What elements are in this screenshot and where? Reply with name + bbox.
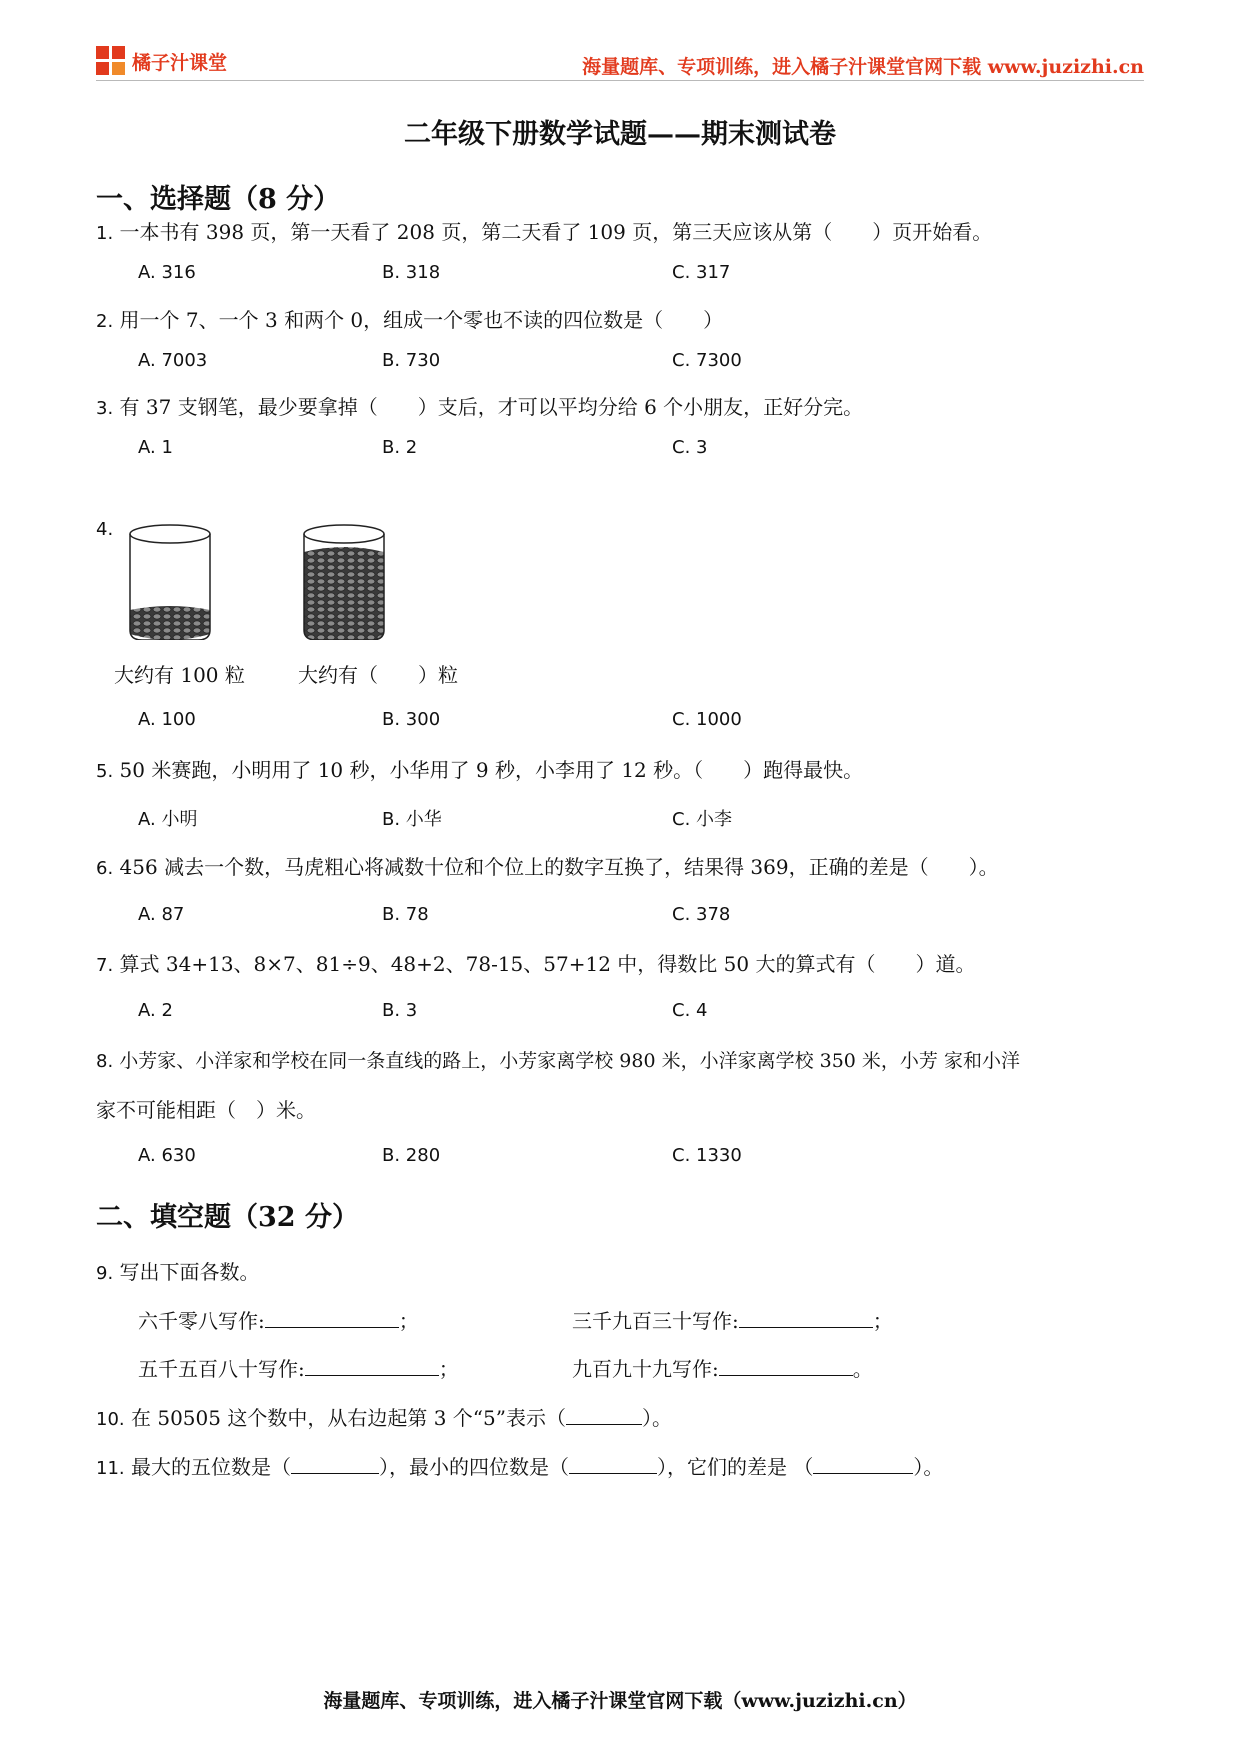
- answer-blank[interactable]: [291, 1455, 379, 1474]
- question-text: ），最小的四位数是（: [379, 1455, 569, 1479]
- question-4: [96, 516, 113, 540]
- question-5: [96, 754, 863, 783]
- question-number: 8.: [96, 1051, 114, 1072]
- question-3: [96, 391, 863, 420]
- item-end: ；: [438, 1357, 459, 1381]
- question-number: 11.: [96, 1458, 125, 1479]
- option-a: A. 2: [138, 1000, 173, 1021]
- answer-blank[interactable]: [566, 1406, 642, 1425]
- item-label: 三千九百三十写作:: [572, 1309, 739, 1333]
- option-b: B. 2: [382, 437, 418, 458]
- answer-blank[interactable]: [739, 1309, 873, 1328]
- option-c: C. 1330: [672, 1145, 742, 1166]
- question-number: 4.: [96, 519, 114, 540]
- question-6: [96, 851, 999, 880]
- question-text: 最大的五位数是（: [131, 1455, 291, 1479]
- jar1-label: 大约有 100 粒: [114, 663, 245, 687]
- question-text: 有 37 支钢笔，最少要拿掉（ ）支后，才可以平均分给 6 个小朋友，正好分完。: [119, 395, 864, 419]
- question-number: 7.: [96, 955, 114, 976]
- question-text: 用一个 7、一个 3 和两个 0，组成一个零也不读的四位数是（ ）: [119, 308, 724, 332]
- answer-blank[interactable]: [265, 1309, 399, 1328]
- q9-item-1: [138, 1305, 419, 1334]
- jar2-label: 大约有（ ）粒: [298, 663, 458, 687]
- question-text: 456 减去一个数，马虎粗心将减数十位和个位上的数字互换了，结果得 369，正确的差是（ ）。: [119, 855, 999, 879]
- option-b: B. 318: [382, 262, 441, 283]
- question-number: 3.: [96, 398, 114, 419]
- option-b: B. 小华: [382, 809, 442, 830]
- answer-blank[interactable]: [719, 1357, 853, 1376]
- jar-many-beans-image: [296, 522, 392, 640]
- question-number: 10.: [96, 1409, 125, 1430]
- item-end: 。: [852, 1357, 873, 1381]
- question-text: 小芳家、小洋家和学校在同一条直线的路上，小芳家离学校 980 米，小洋家离学校 350 米，小芳 家和小洋: [119, 1050, 1020, 1072]
- logo-text: 橘子汁课堂: [132, 51, 228, 74]
- options-8: [138, 1145, 838, 1171]
- option-b: B. 280: [382, 1145, 441, 1166]
- question-text: 一本书有 398 页，第一天看了 208 页，第二天看了 109 页，第三天应该从第（ ）页开始看。: [119, 220, 993, 244]
- question-2: [96, 304, 723, 333]
- option-b: B. 730: [382, 350, 441, 371]
- question-number: 6.: [96, 858, 114, 879]
- section-heading-choice: 一、选择题（8 分）: [96, 184, 341, 215]
- question-text: 50 米赛跑，小明用了 10 秒，小华用了 9 秒，小李用了 12 秒。（ ）跑得最快。: [119, 758, 864, 782]
- option-b: B. 300: [382, 709, 441, 730]
- page-footer: 海量题库、专项训练，进入橘子汁课堂官网下载（www.juzizhi.cn）: [323, 1690, 917, 1712]
- jar-few-beans-image: [122, 522, 218, 640]
- item-label: 九百九十九写作:: [572, 1357, 719, 1381]
- q9-item-3: [138, 1353, 459, 1382]
- options-3: [138, 437, 838, 463]
- option-a: A. 100: [138, 709, 196, 730]
- q9-item-2: [572, 1305, 893, 1334]
- option-c: C. 378: [672, 904, 731, 925]
- question-7: [96, 948, 975, 977]
- item-label: 六千零八写作:: [138, 1309, 265, 1333]
- item-label: 五千五百八十写作:: [138, 1357, 305, 1381]
- question-number: 2.: [96, 311, 114, 332]
- option-c: C. 1000: [672, 709, 742, 730]
- option-c: C. 小李: [672, 809, 733, 830]
- option-b: B. 3: [382, 1000, 418, 1021]
- question-number: 9.: [96, 1263, 114, 1284]
- header-slogan: 海量题库、专项训练，进入橘子汁课堂官网下载 www.juzizhi.cn: [582, 56, 1144, 78]
- options-2: [138, 350, 838, 376]
- question-text-end: ）。: [641, 1406, 672, 1430]
- page-title: 二年级下册数学试题——期末测试卷: [404, 119, 836, 150]
- option-a: A. 87: [138, 904, 185, 925]
- question-text: ），它们的差是 （: [657, 1455, 814, 1479]
- item-end: ；: [872, 1309, 893, 1333]
- answer-blank[interactable]: [305, 1357, 439, 1376]
- option-c: C. 7300: [672, 350, 742, 371]
- question-9: [96, 1256, 260, 1285]
- question-text-end: ）。: [913, 1455, 944, 1479]
- logo: [96, 46, 227, 76]
- question-text: 在 50505 这个数中，从右边起第 3 个“5”表示（: [131, 1406, 566, 1430]
- options-6: [138, 904, 838, 930]
- option-c: C. 3: [672, 437, 708, 458]
- option-c: C. 317: [672, 262, 731, 283]
- option-a: A. 1: [138, 437, 173, 458]
- question-number: 5.: [96, 761, 114, 782]
- options-5: [138, 805, 838, 831]
- question-8: [96, 1046, 1020, 1073]
- options-7: [138, 1000, 838, 1026]
- logo-icon: [96, 46, 126, 76]
- option-b: B. 78: [382, 904, 429, 925]
- question-text: 算式 34+13、8×7、81÷9、48+2、78-15、57+12 中，得数比 50 大的算式有（ ）道。: [119, 952, 976, 976]
- option-a: A. 316: [138, 262, 196, 283]
- section-heading-fill: 二、填空题（32 分）: [96, 1202, 359, 1233]
- item-end: ；: [398, 1309, 419, 1333]
- q9-item-4: [572, 1353, 873, 1382]
- question-number: 1.: [96, 223, 114, 244]
- question-8-line2: 家不可能相距（ ）米。: [96, 1098, 316, 1122]
- question-10: [96, 1402, 672, 1431]
- question-text: 写出下面各数。: [119, 1260, 260, 1284]
- question-11: [96, 1451, 943, 1480]
- answer-blank[interactable]: [569, 1455, 657, 1474]
- option-a: A. 小明: [138, 809, 198, 830]
- option-a: A. 7003: [138, 350, 208, 371]
- answer-blank[interactable]: [813, 1455, 913, 1474]
- page-header: [96, 40, 1144, 81]
- option-a: A. 630: [138, 1145, 196, 1166]
- options-4: [138, 709, 838, 735]
- option-c: C. 4: [672, 1000, 708, 1021]
- question-1: [96, 216, 992, 245]
- options-1: [138, 262, 838, 288]
